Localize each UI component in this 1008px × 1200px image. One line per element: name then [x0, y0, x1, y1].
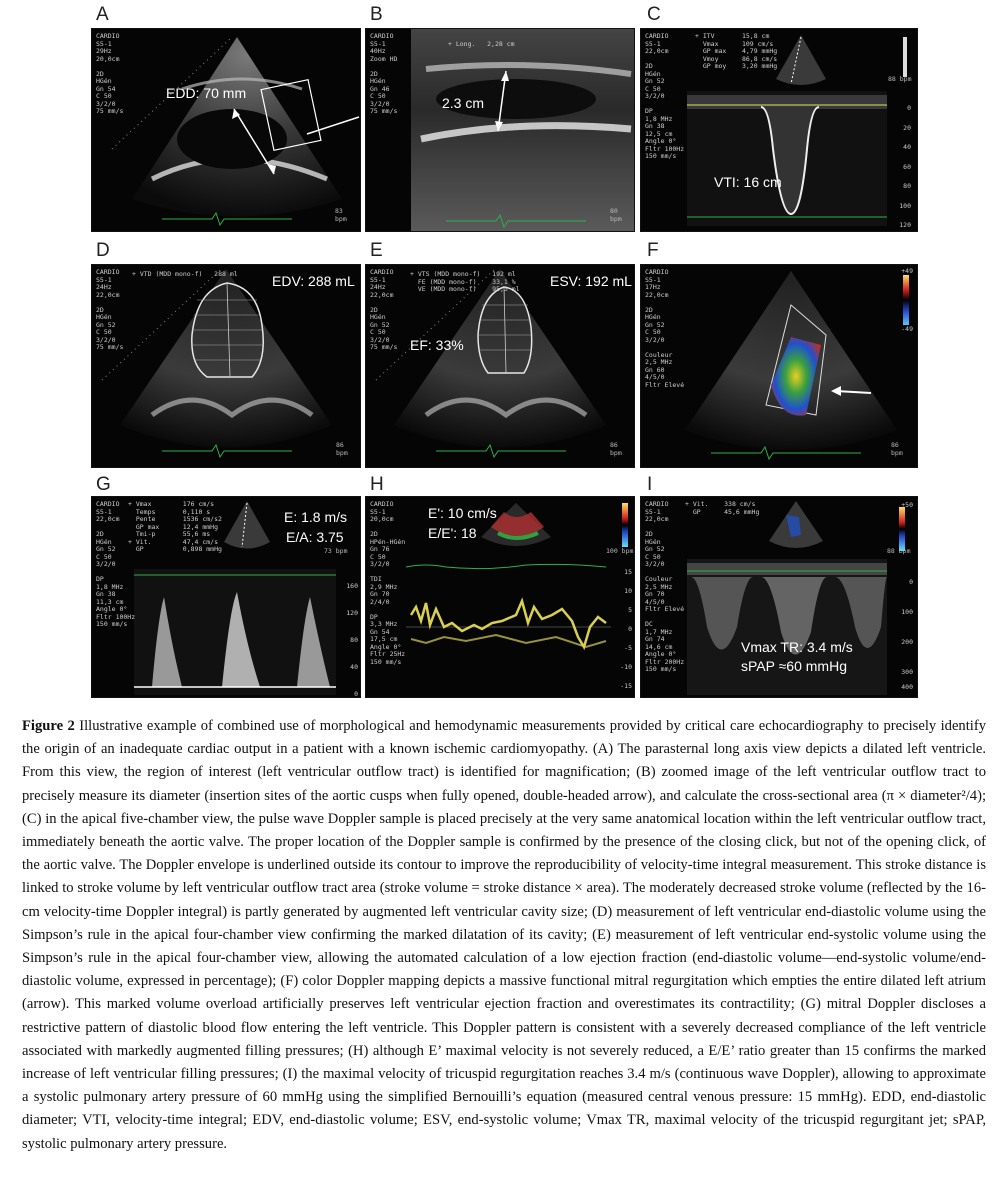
panel-e-bpm: 86 bpm: [610, 441, 622, 457]
panel-label-i: I: [647, 474, 653, 495]
panel-e-measurement-esv: ESV: 192 mL: [550, 273, 632, 289]
panel-label-f: F: [647, 240, 659, 261]
panel-f-settings-text: CARDIO S5-1 17Hz 22,0cm 2D HGén Gn 52 C 50 3/2/0 Couleur 2,5 MHz Gn 60 4/5/0 Fltr Elevé: [645, 268, 685, 389]
panel-h-settings-text: CARDIO S5-1 20,0cm 2D HPén-HGén Gn 76 C 50 3/2/0 TDI 2,9 MHz Gn 70 2/4/0 DP 3,3 MHz Gn 54 17,5 cm Angle 0° Fltr 25Hz 150 mm/s: [370, 500, 406, 666]
tdi-velocity-trace: [411, 601, 606, 647]
panel-h-tdi-svg: [366, 497, 634, 697]
panel-a-sector-svg: [92, 29, 360, 231]
panel-h-velocity-scale: 15 10 5 0 -5 -10 -15: [620, 568, 632, 690]
panel-e-settings-text: CARDIO S5-1 24Hz 22,0cm 2D HGén Gn 52 C 50 3/2/0 75 mm/s: [370, 268, 398, 351]
panel-b-measure-readout: + Long. 2,28 cm: [448, 40, 515, 48]
panel-f-scale-bottom: -49: [901, 325, 913, 333]
panel-d-bpm: 86 bpm: [336, 441, 348, 457]
panel-f-bpm: 86 bpm: [891, 441, 903, 457]
panel-i-velocity-readout: + Vit. 338 cm/s GP 45,6 mmHg: [685, 500, 760, 516]
panel-c-vti-readout: + ITV 15,8 cm Vmax 109 cm/s GP max 4,79 mmHg Vmoy 86,8 cm/s GP moy 3,20 mmHg: [695, 32, 778, 70]
panel-h-measurement-e-prime: E': 10 cm/s: [428, 505, 497, 521]
panel-i-settings-text: CARDIO S5-1 22,0cm 2D HGén Gn 52 C 50 3/2/0 Couleur 2,5 MHz Gn 70 4/5/0 Fltr Elevé DC 1,7 MHz Gn 74 14,6 cm Angle 0° Fltr 200Hz 150 mm/s: [645, 500, 685, 673]
panel-g-measurement-e: E: 1.8 m/s: [284, 509, 348, 525]
panel-h-bpm: 100 bpm: [606, 547, 634, 555]
panel-c-doppler-image: [640, 28, 918, 232]
panel-d-settings-text: CARDIO S5-1 24Hz 22,0cm 2D HGén Gn 52 C 50 3/2/0 75 mm/s: [96, 268, 124, 351]
panel-d-sector-svg: [92, 265, 360, 467]
panel-i-scale-top: +50: [901, 501, 913, 509]
panel-a-echo-image: [91, 28, 361, 232]
panel-f-scale-top: +49: [901, 267, 913, 275]
panel-h-measurement-ratio: E/E': 18: [428, 525, 477, 541]
panel-label-a: A: [96, 4, 109, 25]
panel-a-settings-text: CARDIO S5-1 29Hz 20,0cm 2D HGén Gn 54 C 50 3/2/0 75 mm/s: [96, 32, 124, 115]
panel-g-mitral-doppler-image: [91, 496, 361, 698]
panel-a-measurement: EDD: 70 mm: [166, 85, 247, 101]
panel-i-scale-bottom: 400: [901, 683, 913, 691]
panel-i-bpm: 88 bpm: [887, 547, 911, 555]
panel-i-cw-doppler-image: [640, 496, 918, 698]
panel-g-bpm: 73 bpm: [324, 547, 348, 555]
panel-i-measurement-vmax: Vmax TR: 3.4 m/s: [741, 639, 853, 655]
panel-e-sector-svg: [366, 265, 634, 467]
panel-d-echo-image: [91, 264, 361, 468]
panel-i-velocity-scale: 0 100 200 300: [901, 578, 913, 676]
panel-g-velocity-readout: + Vmax 176 cm/s Temps 0,110 s Pente 1536 cm/s2 GP max 12,4 mmHg Tmi-p 55,6 ms + Vit. 47,4 cm/s GP 0,898 mmHg: [128, 500, 222, 553]
panel-label-b: B: [370, 4, 383, 25]
panel-e-echo-image: [365, 264, 635, 468]
panel-e-measurement-ef: EF: 33%: [410, 337, 464, 353]
panel-b-measurement: 2.3 cm: [442, 95, 485, 111]
panel-f-color-doppler-image: [640, 264, 918, 468]
figure-caption-text: Illustrative example of combined use of morphological and hemodynamic measurements provided by critical care echocardiography to precisely identify the origin of an inadequate cardiac output in a patient with a known ischemic cardiomyopathy. (A) The parasternal long axis view depicts a dilated left ventricle. From this view, the region of interest (left ventricular outflow tract) is identified for magnification; (B) zoomed image of the left ventricular outflow tract to precisely measure its diameter (insertion sites of the aortic cusps when fully opened, double-headed arrow), and calculate the cross-sectional area (π × diameter²/4); (C) in the apical five-chamber view, the pulse wave Doppler sample is placed precisely at the very same anatomical location within the left ventricular outflow tract, immediately beneath the aortic valve. The proper location of the Doppler sample is confirmed by the presence of the closing click, but not of the opening click, of the aortic valve. The Doppler envelope is underlined outside its contour to improve the reproducibility of velocity-time integral measurement. This stroke distance is linked to stroke volume by left ventricular outflow tract area (stroke volume = stroke distance × area). The moderately decreased stroke volume (reflected by the 16-cm velocity-time Doppler integral) is partly generated by augmented left ventricular cavity size; (D) measurement of left ventricular end-diastolic volume using the Simpson’s rule in the apical four-chamber view confirming the marked dilatation of its cavity; (E) measurement of left ventricular end-systolic volume using the Simpson’s rule in the apical four-chamber view, allowing the automated calculation of a low ejection fraction (end-diastolic volume—end-systolic volume/end-diastolic volume, expressed in percentage); (F) color Doppler mapping depicts a massive functional mitral regurgitation which empties the entire dilated left atrium (arrow). This marked volume overload artificially preserves left ventricular ejection fraction and overestimates its contractility; (G) mitral Doppler discloses a restrictive pattern of diastolic blood flow entering the left ventricle. This Doppler pattern is consistent with a severely decreased compliance of the left ventricle associated with markedly augmented filling pressures; (H) although E’ maximal velocity is not severely reduced, a E/E’ ratio greater than 15 confirms the marked increase of left ventricular filling pressures; (I) the maximal velocity of tricuspid regurgitation reaches 3.4 m/s (continuous wave Doppler), allowing to approximate a systolic pulmonary artery pressure of 60 mmHg using the simplified Bernouilli’s equation (measured central venous pressure: 15 mmHg). EDD, end-diastolic diameter; VTI, velocity-time integral; EDV, end-diastolic volume; ESV, end-systolic volume; Vmax TR, maximal velocity of the tricuspid regurgitant jet; sPAP, systolic pulmonary artery pressure.: [22, 718, 986, 1152]
panel-g-velocity-scale: 160 120 80 40 0: [346, 582, 358, 698]
panel-g-settings-text: CARDIO S5-1 22,0cm 2D HGén Gn 52 C 50 3/2/0 DP 1,8 MHz Gn 38 11,3 cm Angle 0° Fltr 100Hz 150 mm/s: [96, 500, 136, 628]
color-scale-bar: [903, 275, 909, 325]
panel-label-c: C: [647, 4, 661, 25]
panel-label-e: E: [370, 240, 383, 261]
panel-label-g: G: [96, 474, 111, 495]
panel-c-measurement: VTI: 16 cm: [714, 174, 782, 190]
panel-h-tdi-doppler-image: [365, 496, 635, 698]
panel-c-velocity-scale: 0 20 40 60 80 100 120: [899, 104, 911, 229]
panel-label-d: D: [96, 240, 110, 261]
panel-i-measurement-spap: sPAP ≈60 mmHg: [741, 658, 847, 674]
panel-c-bpm: 88 bpm: [888, 75, 912, 83]
panel-d-vtd-readout: + VTD (MDD mono-f) 288 ml: [132, 270, 238, 278]
panel-b-zoom-svg: [366, 29, 634, 231]
figure-caption: [22, 715, 986, 1156]
panel-b-echo-image: [365, 28, 635, 232]
panel-d-measurement: EDV: 288 mL: [272, 273, 355, 289]
panel-label-h: H: [370, 474, 384, 495]
zoom-arrow: [307, 117, 359, 134]
panel-e-vts-readout: + VTS (MDD mono-f) 192 ml FE (MDD mono-f) 33,1 % VE (MDD mono-f) 95,3 ml: [410, 270, 520, 293]
panel-g-measurement-ea: E/A: 3.75: [286, 529, 344, 545]
panel-a-bpm: 83 bpm: [335, 207, 347, 223]
panel-b-bpm: 80 bpm: [610, 207, 622, 223]
panel-b-settings-text: CARDIO S5-1 40Hz Zoom HD 2D HGén Gn 46 C 50 3/2/0 75 mm/s: [370, 32, 398, 115]
panel-c-settings-text: CARDIO S5-1 22,0cm 2D HGén Gn 52 C 50 3/2/0 DP 1,8 MHz Gn 38 12,5 cm Angle 0° Fltr 100Hz 150 mm/s: [645, 32, 685, 160]
figure-caption-lead: Figure 2: [22, 718, 75, 734]
